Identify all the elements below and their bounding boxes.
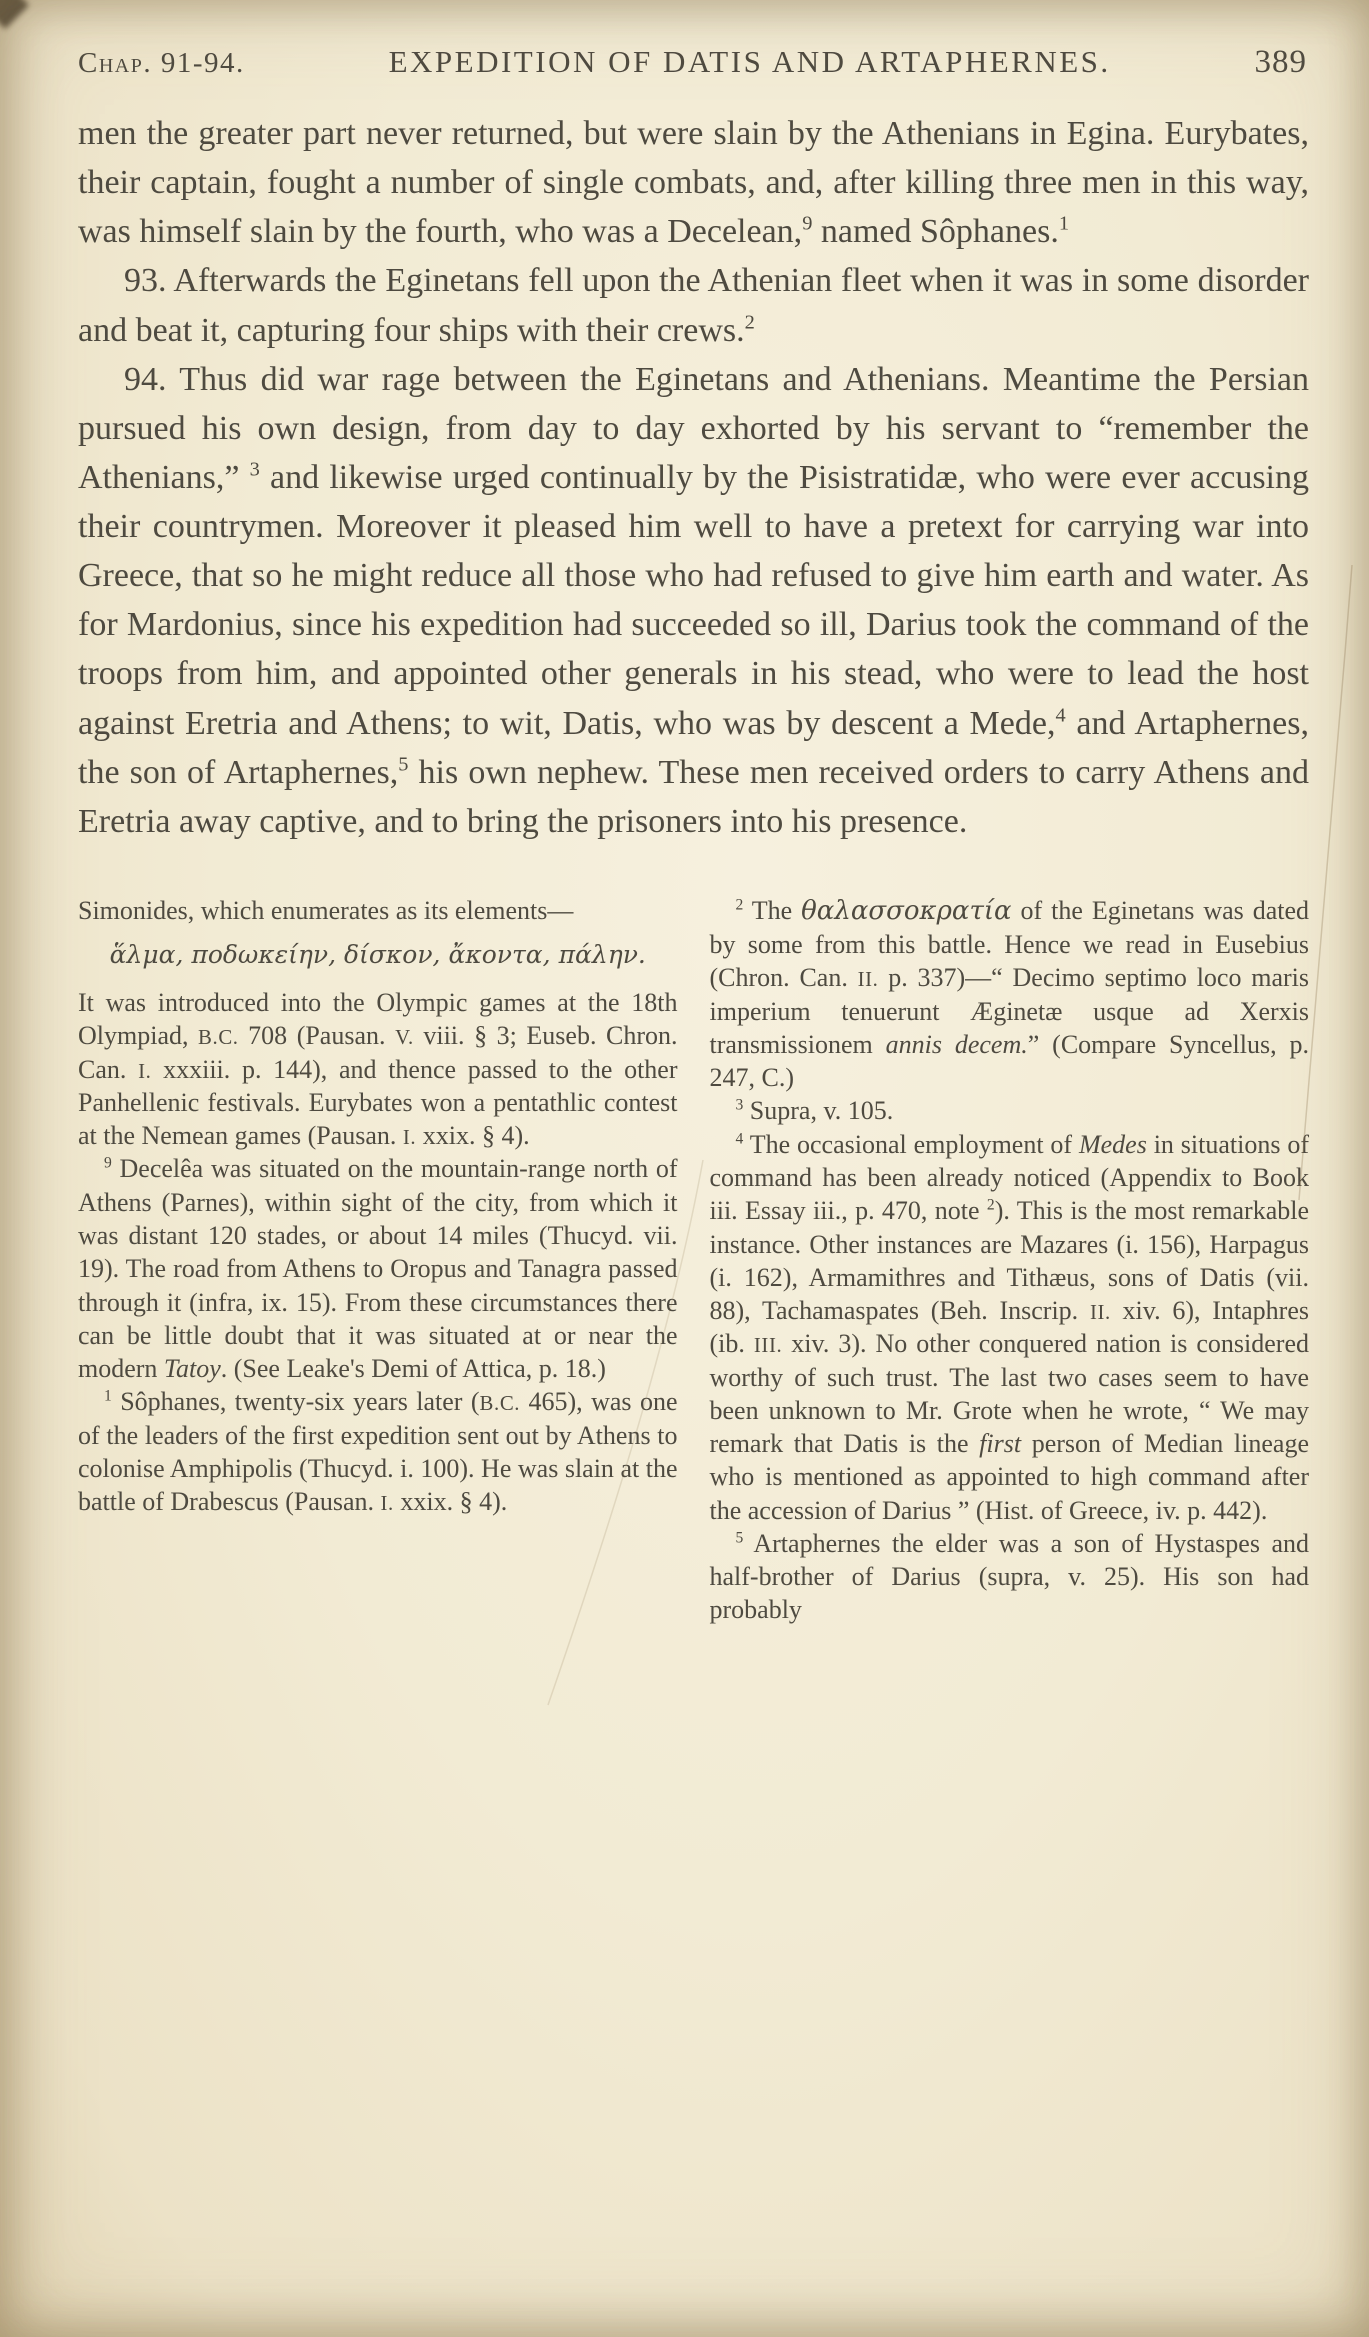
footnote-4: $^4$ The occasional employment of Medes in situations of command has been already noticed (Appendix to Book iii. Essay iii., p. 470, note $^2$). This is the most remarkable instance. Other instances are Mazares (i. 156), Harpagus (i. 162), Armamithres and Tithæus, sons of Datis (vii. 88), Tachamaspates (Beh. Inscrip. II. xiv. 6), Intaphres (ib. III. xiv. 3). No other conquered nation is considered worthy of such trust. The last two cases seem to have been unknown to Mr. Grote when he wrote, “ We may remark that Datis is the first person of Median lineage who is mentioned as appointed to high command after the accession of Darius ” (Hist. of Greece, iv. p. 442). [709,1129,1309,1525]
footnote-5: $^5$ Artaphernes the elder was a son of Hystaspes and half-brother of Darius (supra, v. 25). His son had probably [709,1528,1309,1625]
page-header [0,0,1369,81]
footnotes-section [0,846,1369,1627]
footnote-1: $^1$ Sôphanes, twenty-six years later (B.C. 465), was one of the leaders of the first expedition sent out by Athens to colonise Amphipolis (Thucyd. i. 100). He was slain at the battle of Drabescus (Pausan. I. xxix. § 4). [78,1387,678,1517]
running-title: EXPEDITION OF DATIS AND ARTAPHERNES. [388,44,1111,79]
footnote-8-continuation-2: It was introduced into the Olympic games at the 18th Olympiad, B.C. 708 (Pausan. V. viii. § 3; Euseb. Chron. Can. I. xxxiii. p. 144), and thence passed to the other Panhellenic festivals. Eurybates won a pentathlic contest at the Nemean games (Pausan. I. xxix. § 4). [78,988,678,1151]
page-number: 389 [1254,44,1307,80]
paragraph-94: 94. Thus did war rage between the Eginetans and Athenians. Meantime the Persian pursued his own design, from day to day exhorted by his servant to “remember the Athenians,” $^3$ and likewise urged continually by the Pisistratidæ, who were ever accusing their countrymen. Moreover it pleased him well to have a pretext for carrying war into Greece, that so he might reduce all those who had refused to give him earth and water. As for Mardonius, since his expedition had succeeded so ill, Darius took the command of the troops from him, and appointed other generals in his stead, who were to lead the host against Eretria and Athens; to wit, Datis, who was by descent a Mede,$^4$ and Artaphernes, the son of Artaphernes,$^5$ his own nephew. These men received orders to carry Athens and Eretria away captive, and to bring the prisoners into his presence. [78,360,1309,840]
paragraph-91-continuation: men the greater part never returned, but were slain by the Athenians in Egina. Eurybates, their captain, fought a number of single combats, and, after killing three men in this way, was himself slain by the fourth, who was a Decelean,$^9$ named Sôphanes.$^1$ [78,115,1309,251]
footnote-3: $^3$ Supra, v. 105. [735,1096,894,1126]
chapter-reference: Chap. 91-94. [78,47,245,79]
footnote-column-left [78,894,678,1627]
footnote-2: $^2$ The θαλασσοκρατία of the Eginetans was dated by some from this battle. Hence we read in Eusebius (Chron. Can. II. p. 337)—“ Decimo septimo loco maris imperium tenuerunt Æginetæ usque ad Xerxis transmissionem annis decem.” (Compare Syncellus, p. 247, C.) [709,895,1310,1093]
footnote-greek-verse: ἅλμα, ποδωκείην, δίσκον, ἄκοντα, πάλην. [109,940,646,970]
paragraph-93: 93. Afterwards the Eginetans fell upon the Athenian fleet when it was in some disorder and beat it, capturing four ships with their crews.$^2$ [78,262,1309,349]
main-text [0,81,1369,846]
footnote-column-right [710,894,1310,1627]
footnote-8-continuation: Simonides, which enumerates as its elements— [78,895,574,925]
footnote-9: $^9$ Decelêa was situated on the mountain-range north of Athens (Parnes), within sight of the city, from which it was distant 120 stades, or about 14 miles (Thucyd. vii. 19). The road from Athens to Oropus and Tanagra passed through it (infra, ix. 15). From these circumstances there can be little doubt that it was situated at or near the modern Tatoy. (See Leake's Demi of Attica, p. 18.) [78,1154,678,1384]
